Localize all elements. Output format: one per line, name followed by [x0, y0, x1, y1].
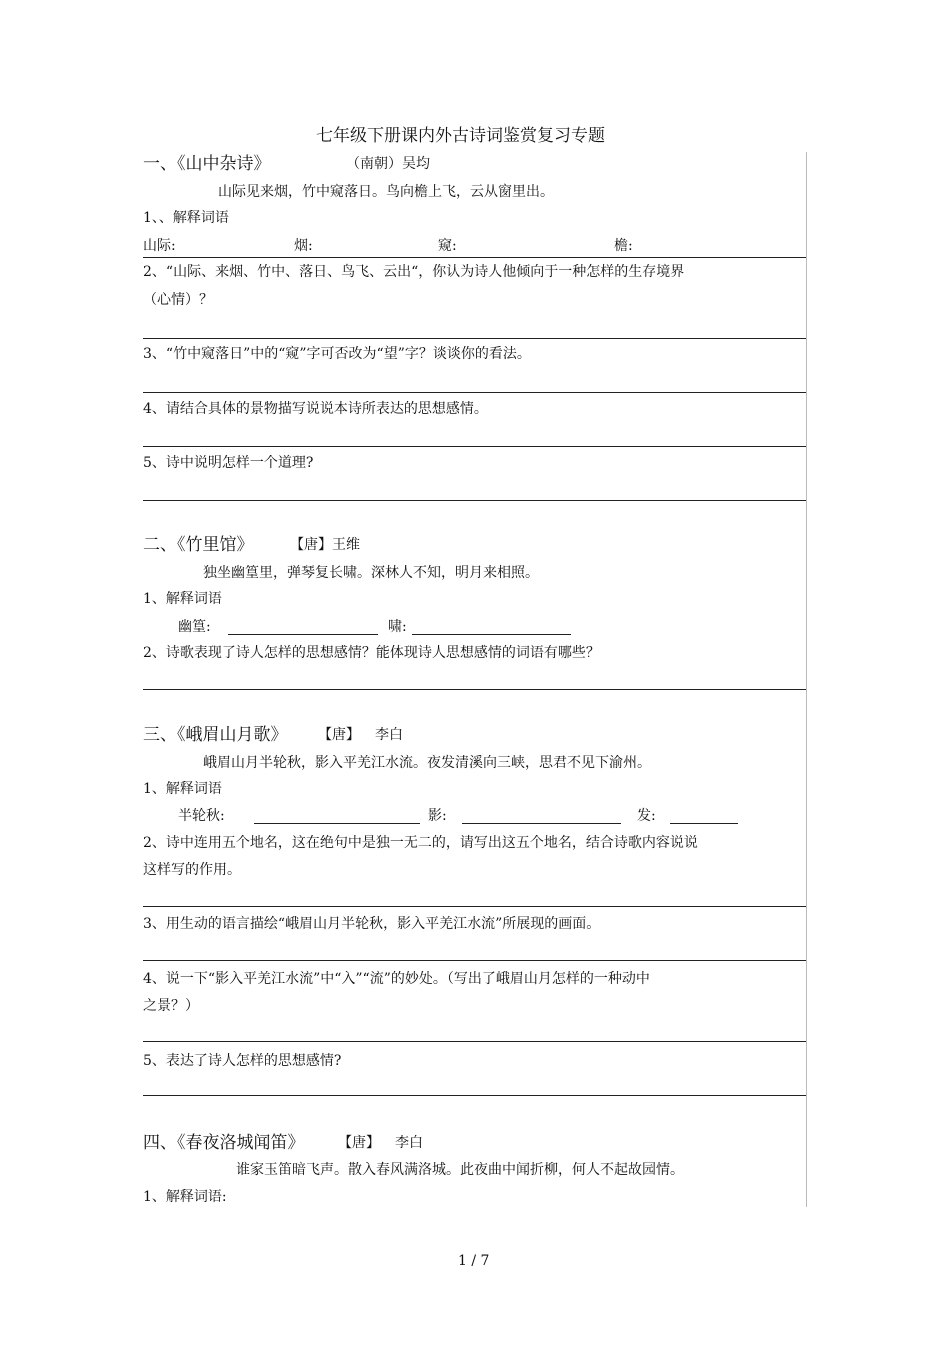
s1-q4: 4、请结合具体的景物描写说说本诗所表达的思想感情。 — [143, 401, 488, 417]
s2-q1: 1、解释词语 — [143, 591, 222, 607]
fill-blank[interactable] — [254, 823, 420, 824]
s4-dynasty: 【唐】 — [338, 1135, 380, 1151]
answer-line[interactable] — [143, 446, 806, 447]
s1-q2-line1: 2、“山际、来烟、竹中、落日、鸟飞、云出“，你认为诗人他倾向于一种怎样的生存境界 — [143, 264, 685, 280]
answer-line[interactable] — [143, 960, 806, 961]
s3-dynasty: 【唐】 — [318, 727, 360, 743]
s3-q2-line2: 这样写的作用。 — [143, 862, 241, 878]
answer-line[interactable] — [143, 392, 806, 393]
s4-heading: 四、《春夜洛城闻笛》 — [143, 1133, 305, 1153]
s1-poem: 山际见来烟，竹中窥落日。鸟向檐上飞，云从窗里出。 — [218, 184, 554, 200]
fill-blank[interactable] — [462, 823, 621, 824]
s3-term-2: 影: — [428, 808, 447, 824]
s3-term-1: 半轮秋: — [178, 808, 225, 824]
s1-q2-line2: （心情）？ — [143, 292, 213, 308]
s3-heading: 三、《峨眉山月歌》 — [143, 725, 288, 745]
s1-q5: 5、诗中说明怎样一个道理? — [143, 455, 314, 471]
s3-poem: 峨眉山月半轮秋，影入平羌江水流。夜发清溪向三峡，思君不见下渝州。 — [203, 755, 651, 771]
fill-blank[interactable] — [412, 634, 571, 635]
s2-author: 【唐】王维 — [290, 537, 360, 553]
s1-term-3: 窥: — [438, 238, 457, 254]
s4-q1: 1、解释词语: — [143, 1189, 227, 1205]
s1-term-1: 山际: — [143, 238, 176, 254]
answer-line[interactable] — [143, 1041, 806, 1042]
s3-q2-line1: 2、诗中连用五个地名，这在绝句中是独一无二的，请写出这五个地名，结合诗歌内容说说 — [143, 835, 698, 851]
answer-line[interactable] — [143, 689, 806, 690]
answer-line[interactable] — [143, 500, 806, 501]
page-number: 1 / 7 — [458, 1253, 490, 1269]
right-margin-rule — [806, 152, 807, 1207]
s3-q4-line2: 之景？） — [143, 998, 199, 1014]
s4-poem: 谁家玉笛暗飞声。散入春风满洛城。此夜曲中闻折柳，何人不起故园情。 — [236, 1162, 684, 1178]
answer-line[interactable] — [143, 906, 806, 907]
s1-q3: 3、“竹中窥落日”中的“窥”字可否改为“望”字？谈谈你的看法。 — [143, 346, 531, 362]
s2-poem: 独坐幽篁里，弹琴复长啸。深林人不知，明月来相照。 — [203, 565, 539, 581]
s3-q5: 5、表达了诗人怎样的思想感情? — [143, 1053, 342, 1069]
s2-term-1: 幽篁: — [178, 619, 211, 635]
s1-author: （南朝）吴均 — [346, 156, 430, 172]
s2-heading: 二、《竹里馆》 — [143, 535, 254, 555]
answer-line[interactable] — [143, 257, 806, 258]
answer-line[interactable] — [143, 338, 806, 339]
fill-blank[interactable] — [670, 823, 738, 824]
s2-q2: 2、诗歌表现了诗人怎样的思想感情？能体现诗人思想感情的词语有哪些？ — [143, 645, 600, 661]
s3-q3: 3、用生动的语言描绘“峨眉山月半轮秋，影入平羌江水流”所展现的画面。 — [143, 916, 601, 932]
answer-line[interactable] — [143, 1095, 806, 1096]
s1-term-4: 檐: — [614, 238, 633, 254]
s1-term-2: 烟: — [294, 238, 313, 254]
s1-q1: 1、、解释词语 — [143, 210, 229, 226]
s3-term-3: 发: — [637, 808, 656, 824]
s2-term-2: 啸: — [388, 619, 407, 635]
s3-q1: 1、解释词语 — [143, 781, 222, 797]
s4-author: 李白 — [395, 1135, 423, 1151]
s3-author: 李白 — [375, 727, 403, 743]
fill-blank[interactable] — [228, 634, 378, 635]
s3-q4-line1: 4、说一下“影入平羌江水流”中“入”“流”的妙处。（写出了峨眉山月怎样的一种动中 — [143, 971, 650, 987]
page-title: 七年级下册课内外古诗词鉴赏复习专题 — [316, 126, 605, 146]
s1-heading: 一、《山中杂诗》 — [143, 154, 271, 174]
